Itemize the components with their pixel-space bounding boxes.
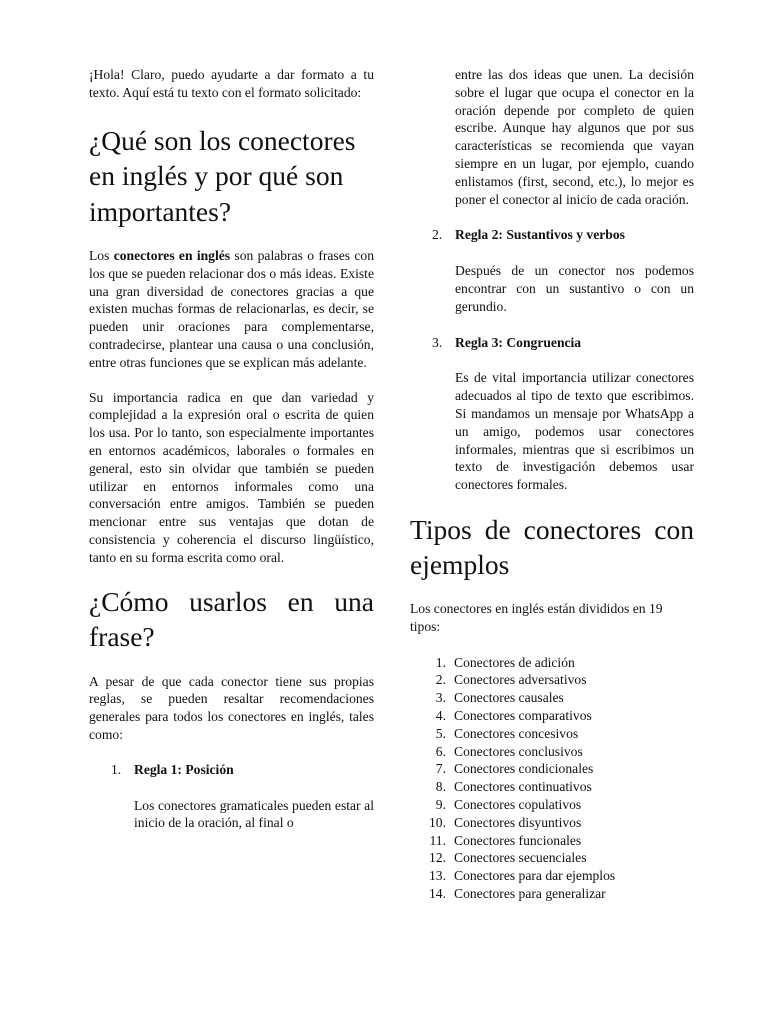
list-item [410,832,694,850]
list-item [410,689,694,707]
rule-1-text-continued: entre las dos ideas que unen. La decisión sobre el lugar que ocupa el conector en la oración depende por completo de quien escribe. Aunque hay algunos que por sus características se recomienda que vayan siempre en un lugar, por ejemplo, cuando enlistamos (first, second, etc.), lo mejor es poner el conector al inicio de cada oración. [455,67,694,207]
list-item-label: Conectores disyuntivos [454,814,582,830]
rule-1-number: 1. [111,761,122,777]
list-item-label: Conectores funcionales [454,832,582,848]
types-intro-paragraph: Los conectores en inglés están divididos en 19 tipos: [410,600,663,634]
list-item-label: Conectores continuativos [454,779,592,795]
list-item-label: Conectores copulativos [454,796,582,812]
list-item-number: 14. [429,885,446,901]
heading-connector-types: Tipos de conectores con ejemplos [410,513,694,581]
list-item-number: 8. [435,779,446,795]
heading-what-are-connectors: ¿Qué son los conectores en inglés y por qué son importantes? [89,124,356,227]
connector-types-list [410,654,694,903]
list-item [410,654,694,672]
definition-text-start: Los [89,248,114,264]
list-item [410,796,694,814]
list-item [410,867,694,885]
list-item-label: Conectores de adición [454,654,575,670]
list-item-number: 13. [429,868,446,884]
intro-paragraph: ¡Hola! Claro, puedo ayudarte a dar formato a tu texto. Aquí está tu texto con el formato solicitado: [89,67,374,100]
heading-how-to-use: ¿Cómo usarlos en una frase? [89,585,374,653]
importance-paragraph: Su importancia radica en que dan variedad y complejidad a la expresión oral o escrita de quien los usa. Por lo tanto, son especialmente importantes en entornos académicos, laborales o formales en general, esto sin olvidar que también se pueden utilizar en entornos informales como una conversación entre amigos. También se pueden mencionar entre sus ventajas que dotan de consistencia y coherencia el discurso lingüístico, tanto en su forma escrita como oral. [89,389,374,565]
list-item-number: 3. [435,690,446,706]
list-item-label: Conectores concesivos [454,725,579,741]
rule-3-title: Regla 3: Congruencia [455,334,582,350]
list-item-label: Conectores secuenciales [454,850,587,866]
rule-3 [410,334,694,352]
rule-2-title: Regla 2: Sustantivos y verbos [455,227,625,243]
rule-2-number: 2. [432,227,443,243]
list-item [410,814,694,832]
definition-paragraph [89,247,374,372]
list-item [410,725,694,743]
list-item [410,707,694,725]
list-item-label: Conectores causales [454,690,564,706]
list-item-number: 7. [435,761,446,777]
recommendations-paragraph: A pesar de que cada conector tiene sus propias reglas, se pueden resaltar recomendaciones generales para todos los conectores en inglés, tales como: [89,673,374,743]
right-column [410,66,694,903]
list-item-number: 5. [435,725,446,741]
list-item-number: 6. [435,743,446,759]
list-item-label: Conectores comparativos [454,707,592,723]
list-item-number: 1. [435,654,446,670]
list-item-number: 12. [429,850,446,866]
rule-1-text: Los conectores gramaticales pueden estar al inicio de la oración, al final o [134,797,374,831]
list-item-number: 9. [435,796,446,812]
list-item-number: 2. [435,672,446,688]
list-item-label: Conectores conclusivos [454,743,583,759]
definition-text-rest: son palabras o frases con los que se pueden relacionar dos o más ideas. Existe una gran diversidad de conectores gracias a que existen muchas formas de relacionarlas, es decir, se pueden unir oraciones para complementarse, contradecirse, plantear una causa o una conclusión, entre otras funciones que se explican más adelante. [89,248,374,370]
list-item [410,885,694,903]
list-item-number: 10. [429,814,446,830]
rule-1-title: Regla 1: Posición [134,761,234,777]
left-column [89,66,374,832]
list-item-label: Conectores adversativos [454,672,587,688]
list-item-label: Conectores para dar ejemplos [454,868,616,884]
rule-2 [410,226,694,244]
list-item-number: 4. [435,707,446,723]
definition-bold-term: conectores en inglés [113,248,231,264]
list-item-label: Conectores para generalizar [454,885,606,901]
list-item [410,778,694,796]
list-item [410,743,694,761]
list-item [410,849,694,867]
list-item [410,760,694,778]
rule-3-number: 3. [432,334,443,350]
list-item-number: 11. [429,832,446,848]
rule-3-text: Es de vital importancia utilizar conectores adecuados al tipo de texto que escribimos. Si mandamos un mensaje por WhatsApp a un amigo, podemos usar conectores informales, mientras que si escribimos un texto de investigación debemos usar conectores formales. [455,370,694,493]
rule-2-text: Después de un conector nos podemos encontrar con un sustantivo o con un gerundio. [455,263,694,314]
list-item-label: Conectores condicionales [454,761,594,777]
rule-1 [89,761,374,779]
list-item [410,671,694,689]
